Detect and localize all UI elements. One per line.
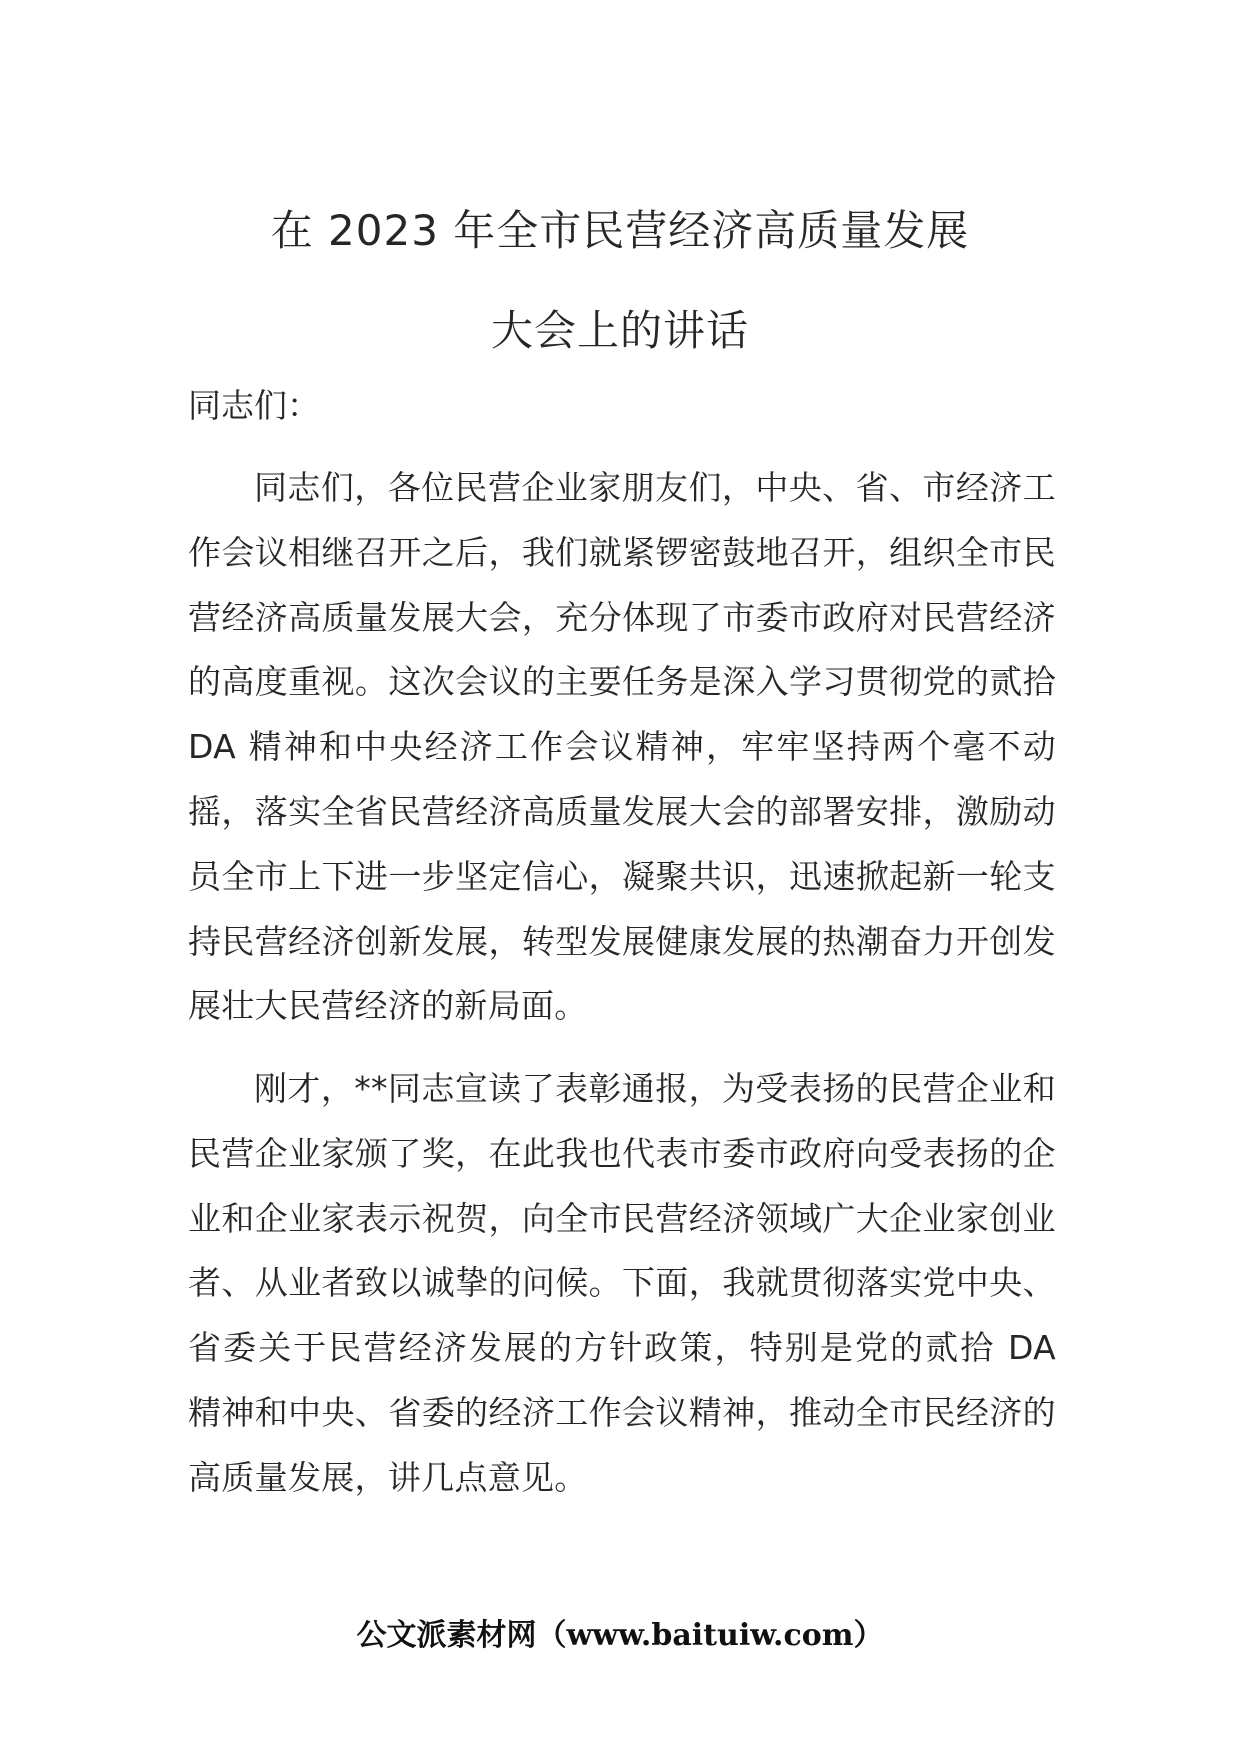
salutation: 同志们：	[188, 386, 320, 425]
document-title-line-1: 在 2023 年全市民营经济高质量发展	[270, 206, 970, 255]
document-title-line-2: 大会上的讲话	[490, 306, 749, 355]
body-paragraph-1: 同志们，各位民营企业家朋友们，中央、省、市经济工作会议相继召开之后，我们就紧锣密鼓地召开，组织全市民营经济高质量发展大会，充分体现了市委市政府对民营经济的高度重视。这次会议的主要任务是深入学习贯彻党的贰拾 DA 精神和中央经济工作会议精神，牢牢坚持两个毫不动摇，落实全省民营经济高质量发展大会的部署安排，激励动员全市上下进一步坚定信心，凝聚共识，迅速掀起新一轮支持民营经济创新发展，转型发展健康发展的热潮奋力开创发展壮大民营经济的新局面。	[188, 468, 1056, 1026]
footer-watermark: 公文派素材网（www.baituiw.com）	[356, 1618, 884, 1653]
body-paragraph-2: 刚才，**同志宣读了表彰通报，为受表扬的民营企业和民营企业家颁了奖，在此我也代表市委市政府向受表扬的企业和企业家表示祝贺，向全市民营经济领域广大企业家创业者、从业者致以诚挚的问候。下面，我就贯彻落实党中央、省委关于民营经济发展的方针政策，特别是党的贰拾 DA 精神和中央、省委的经济工作会议精神，推动全市民经济的高质量发展，讲几点意见。	[188, 1069, 1056, 1497]
